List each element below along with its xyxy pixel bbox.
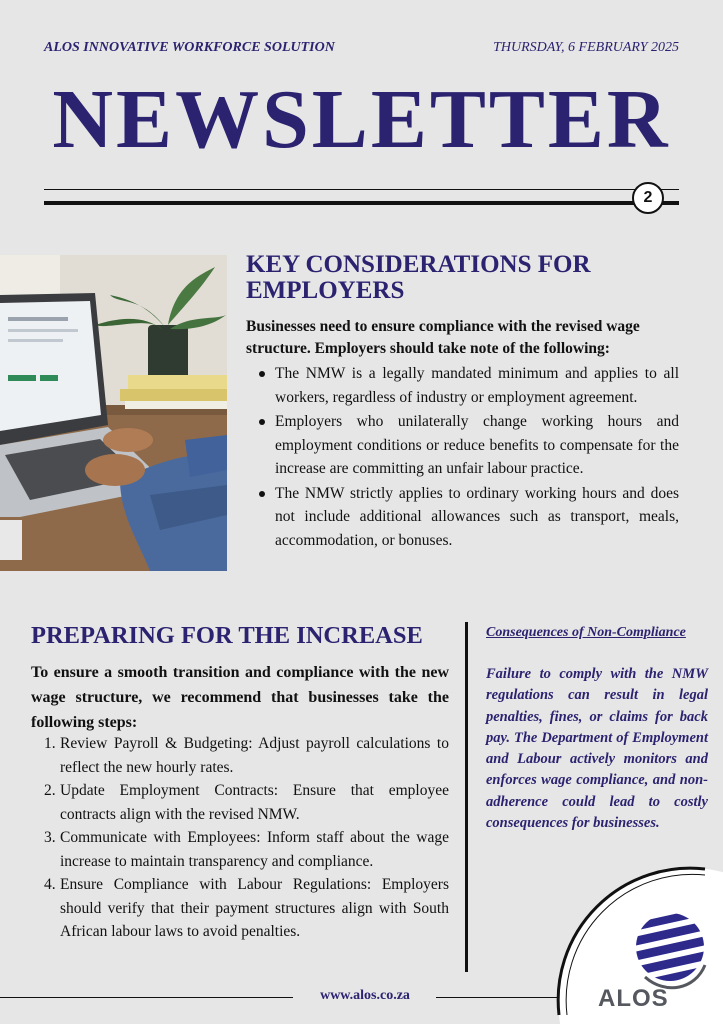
step-number: 1. — [44, 735, 56, 752]
list-item — [44, 873, 449, 944]
key-considerations-intro: Businesses need to ensure compliance with the revised wage structure. Employers should take note of the following: — [246, 318, 640, 357]
page-number-badge: 2 — [632, 182, 664, 214]
sidebar-title: Consequences of Non-Compliance — [486, 625, 686, 640]
step-number: 3. — [44, 829, 56, 846]
step-text: Communicate with Employees: Inform staff about the wage increase to maintain transparency and compliance. — [60, 829, 449, 870]
step-text: Update Employment Contracts: Ensure that employee contracts align with the revised NMW. — [60, 782, 449, 823]
sidebar-body: Failure to comply with the NMW regulations can result in legal penalties, fines, or claims for back pay. The Department of Employment and Labour actively monitors and enforces wage compliance, and non-adherence could lead to costly consequences for businesses. — [486, 666, 708, 832]
list-item: The NMW is a legally mandated minimum and applies to all workers, regardless of industry or employment agreement. — [258, 362, 679, 409]
header-org: ALOS INNOVATIVE WORKFORCE SOLUTION — [44, 40, 335, 55]
step-number: 2. — [44, 782, 56, 799]
key-considerations-list — [258, 362, 679, 553]
list-item — [44, 826, 449, 873]
footer-rule-left — [0, 997, 293, 998]
list-item: The NMW strictly applies to ordinary working hours and does not include additional allowances such as transport, meals, accommodation, or bonuses. — [258, 482, 679, 553]
masthead-rule-thick — [44, 201, 679, 205]
header-date: THURSDAY, 6 FEBRUARY 2025 — [493, 40, 679, 55]
column-divider — [465, 622, 468, 972]
masthead-rule-thin — [44, 189, 679, 190]
step-number: 4. — [44, 876, 56, 893]
laptop-photo — [0, 255, 227, 571]
footer-url-link[interactable]: www.alos.co.za — [320, 988, 410, 1003]
list-item: Employers who unilaterally change working hours and employment conditions or reduce benefits to compensate for the increase are committing an unfair labour practice. — [258, 410, 679, 481]
laptop-photo-illustration — [0, 255, 227, 571]
preparing-heading: PREPARING FOR THE INCREASE — [31, 622, 423, 649]
preparing-steps-list — [44, 732, 449, 944]
masthead-title: NEWSLETTER — [52, 73, 671, 166]
alos-logo-text: ALOS — [598, 985, 669, 1012]
step-text: Ensure Compliance with Labour Regulations: Employers should verify that their payment structures align with South African labour laws to avoid penalties. — [60, 876, 449, 940]
step-text: Review Payroll & Budgeting: Adjust payroll calculations to reflect the new hourly rates. — [60, 735, 449, 776]
list-item — [44, 779, 449, 826]
list-item — [44, 732, 449, 779]
preparing-intro: To ensure a smooth transition and compliance with the new wage structure, we recommend that businesses take the following steps: — [31, 664, 449, 731]
key-considerations-heading: KEY CONSIDERATIONS FOR EMPLOYERS — [246, 251, 591, 304]
